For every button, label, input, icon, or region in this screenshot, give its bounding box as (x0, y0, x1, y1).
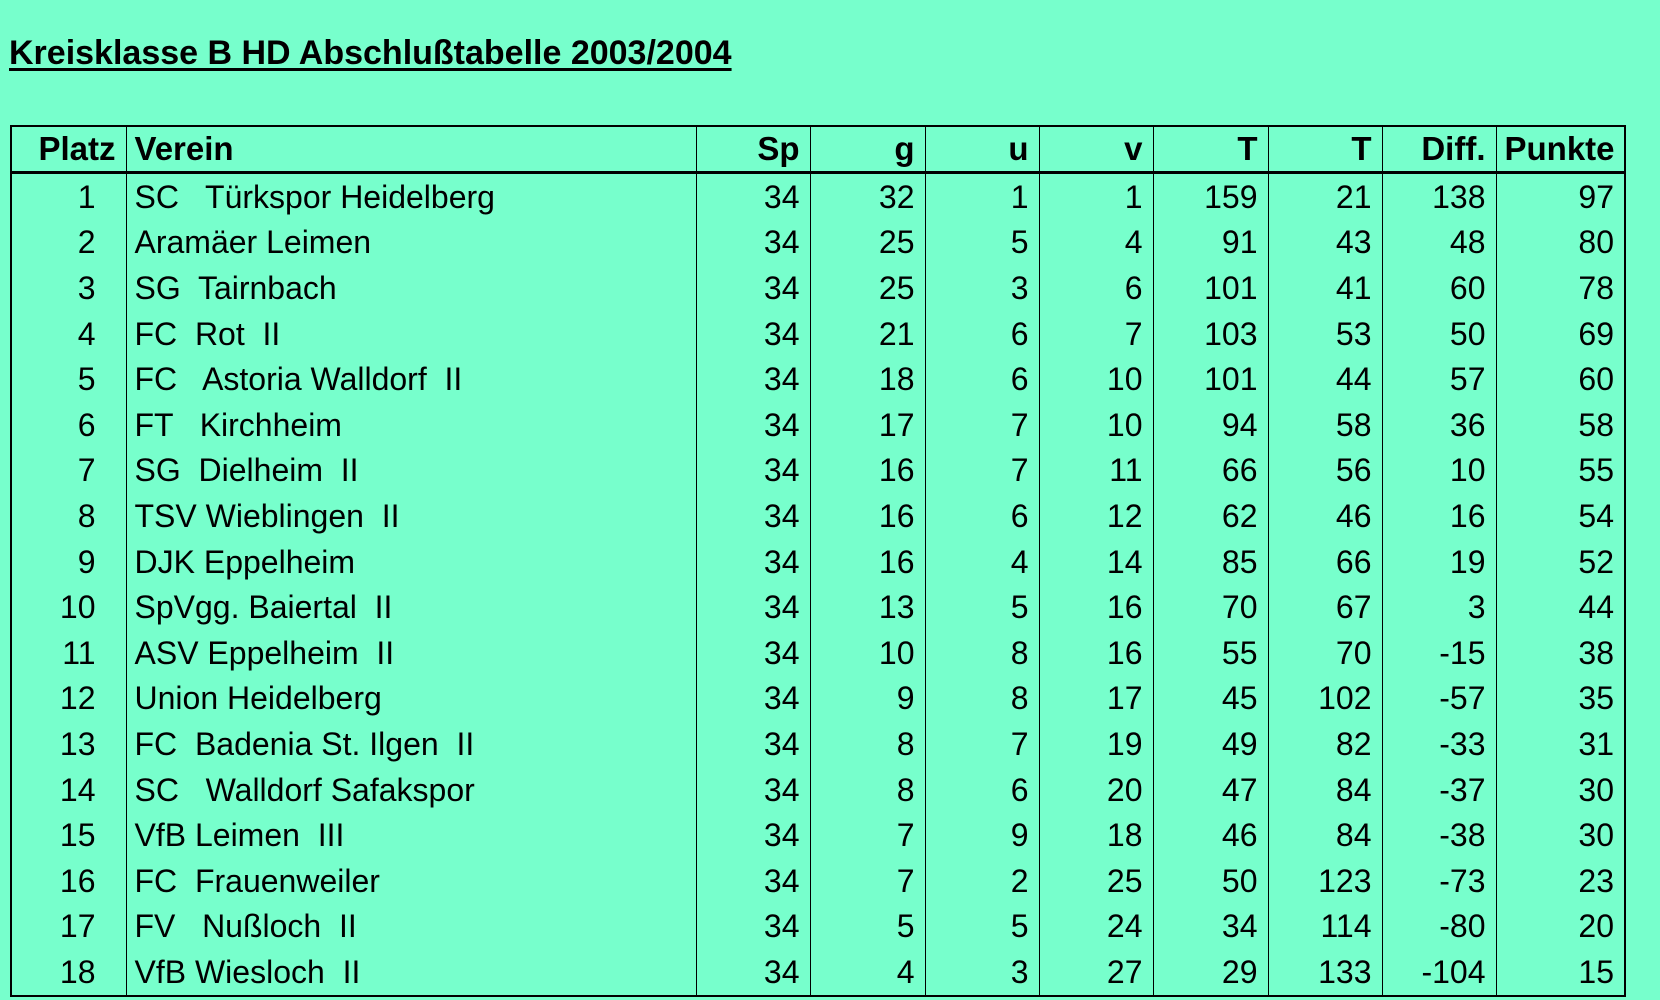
table-body (11, 173, 1625, 996)
table-row (11, 676, 1625, 722)
cell-g: 21 (810, 311, 925, 357)
cell-verein: FC Badenia St. Ilgen II (126, 721, 696, 767)
cell-g: 16 (810, 493, 925, 539)
page-title: Kreisklasse B HD Abschlußtabelle 2003/2004 (9, 34, 732, 72)
cell-v: 16 (1039, 630, 1153, 676)
cell-verein: Aramäer Leimen (126, 220, 696, 266)
cell-u: 6 (925, 767, 1039, 813)
cell-verein: FT Kirchheim (126, 402, 696, 448)
cell-diff: 50 (1382, 311, 1496, 357)
header-diff: Diff. (1382, 126, 1496, 173)
cell-platz: 10 (11, 584, 126, 630)
cell-v: 14 (1039, 539, 1153, 585)
cell-g: 13 (810, 584, 925, 630)
cell-verein: Union Heidelberg (126, 676, 696, 722)
cell-sp: 34 (696, 584, 810, 630)
header-row (11, 126, 1625, 173)
cell-sp: 34 (696, 265, 810, 311)
cell-v: 24 (1039, 904, 1153, 950)
cell-tore: 101 (1153, 356, 1268, 402)
cell-tore: 94 (1153, 402, 1268, 448)
cell-sp: 34 (696, 448, 810, 494)
cell-punkte: 58 (1496, 402, 1625, 448)
cell-sp: 34 (696, 311, 810, 357)
cell-punkte: 69 (1496, 311, 1625, 357)
cell-sp: 34 (696, 904, 810, 950)
cell-sp: 34 (696, 812, 810, 858)
cell-g: 16 (810, 448, 925, 494)
cell-gegentore: 43 (1268, 220, 1382, 266)
cell-u: 4 (925, 539, 1039, 585)
cell-sp: 34 (696, 402, 810, 448)
cell-diff: 57 (1382, 356, 1496, 402)
cell-v: 7 (1039, 311, 1153, 357)
cell-g: 18 (810, 356, 925, 402)
header-tore: T (1153, 126, 1268, 173)
table-row (11, 949, 1625, 996)
cell-g: 5 (810, 904, 925, 950)
cell-u: 7 (925, 448, 1039, 494)
cell-tore: 47 (1153, 767, 1268, 813)
cell-verein: TSV Wieblingen II (126, 493, 696, 539)
cell-v: 20 (1039, 767, 1153, 813)
cell-punkte: 44 (1496, 584, 1625, 630)
cell-verein: FV Nußloch II (126, 904, 696, 950)
cell-tore: 159 (1153, 173, 1268, 220)
cell-verein: SG Tairnbach (126, 265, 696, 311)
cell-punkte: 30 (1496, 812, 1625, 858)
cell-punkte: 52 (1496, 539, 1625, 585)
cell-u: 2 (925, 858, 1039, 904)
cell-tore: 29 (1153, 949, 1268, 996)
cell-punkte: 80 (1496, 220, 1625, 266)
cell-sp: 34 (696, 493, 810, 539)
cell-gegentore: 82 (1268, 721, 1382, 767)
cell-g: 16 (810, 539, 925, 585)
cell-platz: 13 (11, 721, 126, 767)
cell-u: 3 (925, 265, 1039, 311)
cell-g: 4 (810, 949, 925, 996)
header-v: v (1039, 126, 1153, 173)
cell-v: 10 (1039, 402, 1153, 448)
cell-u: 6 (925, 493, 1039, 539)
cell-verein: SG Dielheim II (126, 448, 696, 494)
cell-verein: SpVgg. Baiertal II (126, 584, 696, 630)
cell-gegentore: 102 (1268, 676, 1382, 722)
cell-g: 10 (810, 630, 925, 676)
cell-platz: 16 (11, 858, 126, 904)
table-row (11, 220, 1625, 266)
table-row (11, 448, 1625, 494)
cell-u: 5 (925, 904, 1039, 950)
table-header (11, 126, 1625, 173)
cell-gegentore: 53 (1268, 311, 1382, 357)
table-row (11, 265, 1625, 311)
header-punkte: Punkte (1496, 126, 1625, 173)
cell-tore: 45 (1153, 676, 1268, 722)
cell-platz: 4 (11, 311, 126, 357)
cell-v: 6 (1039, 265, 1153, 311)
header-verein: Verein (126, 126, 696, 173)
cell-verein: VfB Wiesloch II (126, 949, 696, 996)
cell-gegentore: 66 (1268, 539, 1382, 585)
cell-platz: 18 (11, 949, 126, 996)
cell-u: 3 (925, 949, 1039, 996)
cell-platz: 11 (11, 630, 126, 676)
cell-diff: 10 (1382, 448, 1496, 494)
cell-gegentore: 84 (1268, 767, 1382, 813)
cell-gegentore: 46 (1268, 493, 1382, 539)
cell-gegentore: 44 (1268, 356, 1382, 402)
cell-u: 1 (925, 173, 1039, 220)
cell-v: 17 (1039, 676, 1153, 722)
cell-platz: 17 (11, 904, 126, 950)
cell-g: 8 (810, 721, 925, 767)
cell-platz: 8 (11, 493, 126, 539)
cell-u: 7 (925, 721, 1039, 767)
cell-g: 25 (810, 265, 925, 311)
cell-punkte: 30 (1496, 767, 1625, 813)
cell-u: 5 (925, 220, 1039, 266)
cell-verein: FC Rot II (126, 311, 696, 357)
table-row (11, 812, 1625, 858)
table-row (11, 584, 1625, 630)
header-u: u (925, 126, 1039, 173)
cell-g: 17 (810, 402, 925, 448)
cell-g: 8 (810, 767, 925, 813)
cell-diff: 16 (1382, 493, 1496, 539)
cell-gegentore: 84 (1268, 812, 1382, 858)
cell-diff: 60 (1382, 265, 1496, 311)
cell-diff: 19 (1382, 539, 1496, 585)
cell-diff: -38 (1382, 812, 1496, 858)
cell-gegentore: 21 (1268, 173, 1382, 220)
cell-tore: 62 (1153, 493, 1268, 539)
cell-tore: 66 (1153, 448, 1268, 494)
cell-verein: SC Walldorf Safakspor (126, 767, 696, 813)
cell-punkte: 23 (1496, 858, 1625, 904)
cell-tore: 50 (1153, 858, 1268, 904)
cell-punkte: 97 (1496, 173, 1625, 220)
cell-v: 16 (1039, 584, 1153, 630)
table-row (11, 858, 1625, 904)
cell-gegentore: 58 (1268, 402, 1382, 448)
cell-diff: 3 (1382, 584, 1496, 630)
header-gegentore: T (1268, 126, 1382, 173)
table-row (11, 904, 1625, 950)
header-sp: Sp (696, 126, 810, 173)
cell-u: 6 (925, 311, 1039, 357)
cell-punkte: 54 (1496, 493, 1625, 539)
cell-diff: 48 (1382, 220, 1496, 266)
cell-gegentore: 70 (1268, 630, 1382, 676)
cell-verein: DJK Eppelheim (126, 539, 696, 585)
cell-v: 25 (1039, 858, 1153, 904)
cell-verein: FC Astoria Walldorf II (126, 356, 696, 402)
cell-diff: -73 (1382, 858, 1496, 904)
cell-sp: 34 (696, 721, 810, 767)
cell-platz: 14 (11, 767, 126, 813)
cell-verein: SC Türkspor Heidelberg (126, 173, 696, 220)
cell-diff: 138 (1382, 173, 1496, 220)
cell-g: 7 (810, 812, 925, 858)
table-row (11, 311, 1625, 357)
cell-u: 8 (925, 630, 1039, 676)
cell-punkte: 78 (1496, 265, 1625, 311)
cell-u: 8 (925, 676, 1039, 722)
cell-verein: VfB Leimen III (126, 812, 696, 858)
cell-sp: 34 (696, 356, 810, 402)
cell-diff: -33 (1382, 721, 1496, 767)
cell-sp: 34 (696, 858, 810, 904)
cell-g: 32 (810, 173, 925, 220)
cell-platz: 2 (11, 220, 126, 266)
cell-u: 7 (925, 402, 1039, 448)
cell-diff: -57 (1382, 676, 1496, 722)
table-row (11, 173, 1625, 220)
cell-punkte: 15 (1496, 949, 1625, 996)
cell-v: 10 (1039, 356, 1153, 402)
cell-sp: 34 (696, 173, 810, 220)
cell-v: 19 (1039, 721, 1153, 767)
cell-sp: 34 (696, 220, 810, 266)
cell-diff: -37 (1382, 767, 1496, 813)
cell-punkte: 31 (1496, 721, 1625, 767)
cell-v: 1 (1039, 173, 1153, 220)
table-row (11, 402, 1625, 448)
cell-gegentore: 67 (1268, 584, 1382, 630)
cell-tore: 55 (1153, 630, 1268, 676)
cell-platz: 12 (11, 676, 126, 722)
cell-punkte: 20 (1496, 904, 1625, 950)
cell-gegentore: 133 (1268, 949, 1382, 996)
cell-platz: 9 (11, 539, 126, 585)
cell-v: 4 (1039, 220, 1153, 266)
cell-diff: -80 (1382, 904, 1496, 950)
cell-platz: 3 (11, 265, 126, 311)
cell-gegentore: 114 (1268, 904, 1382, 950)
cell-platz: 5 (11, 356, 126, 402)
cell-v: 18 (1039, 812, 1153, 858)
cell-g: 25 (810, 220, 925, 266)
cell-punkte: 60 (1496, 356, 1625, 402)
cell-g: 9 (810, 676, 925, 722)
cell-punkte: 55 (1496, 448, 1625, 494)
table-row (11, 767, 1625, 813)
cell-tore: 34 (1153, 904, 1268, 950)
cell-punkte: 35 (1496, 676, 1625, 722)
header-platz: Platz (11, 126, 126, 173)
cell-tore: 70 (1153, 584, 1268, 630)
table-row (11, 721, 1625, 767)
table-row (11, 630, 1625, 676)
cell-gegentore: 56 (1268, 448, 1382, 494)
cell-verein: ASV Eppelheim II (126, 630, 696, 676)
header-g: g (810, 126, 925, 173)
standings-table (10, 125, 1626, 997)
cell-g: 7 (810, 858, 925, 904)
cell-diff: 36 (1382, 402, 1496, 448)
cell-v: 11 (1039, 448, 1153, 494)
cell-tore: 85 (1153, 539, 1268, 585)
cell-sp: 34 (696, 767, 810, 813)
cell-tore: 103 (1153, 311, 1268, 357)
cell-u: 5 (925, 584, 1039, 630)
cell-diff: -15 (1382, 630, 1496, 676)
cell-sp: 34 (696, 630, 810, 676)
cell-sp: 34 (696, 676, 810, 722)
cell-verein: FC Frauenweiler (126, 858, 696, 904)
cell-diff: -104 (1382, 949, 1496, 996)
cell-punkte: 38 (1496, 630, 1625, 676)
cell-platz: 6 (11, 402, 126, 448)
cell-sp: 34 (696, 539, 810, 585)
cell-platz: 7 (11, 448, 126, 494)
cell-tore: 101 (1153, 265, 1268, 311)
cell-v: 12 (1039, 493, 1153, 539)
cell-gegentore: 123 (1268, 858, 1382, 904)
cell-tore: 49 (1153, 721, 1268, 767)
cell-u: 9 (925, 812, 1039, 858)
table-row (11, 493, 1625, 539)
table-row (11, 356, 1625, 402)
cell-tore: 46 (1153, 812, 1268, 858)
cell-u: 6 (925, 356, 1039, 402)
cell-sp: 34 (696, 949, 810, 996)
cell-platz: 15 (11, 812, 126, 858)
cell-gegentore: 41 (1268, 265, 1382, 311)
table-row (11, 539, 1625, 585)
cell-platz: 1 (11, 173, 126, 220)
cell-v: 27 (1039, 949, 1153, 996)
cell-tore: 91 (1153, 220, 1268, 266)
